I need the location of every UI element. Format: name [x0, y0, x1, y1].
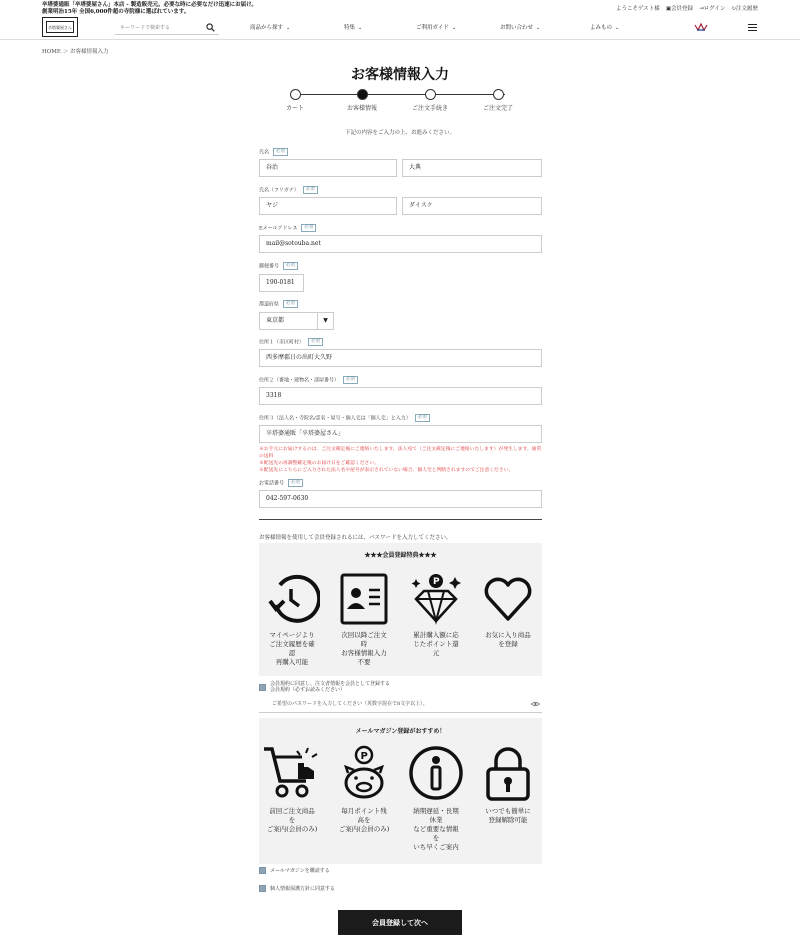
chevron-down-icon: ⌄: [451, 25, 457, 31]
step-complete: [468, 89, 528, 112]
profile-card-icon: [336, 573, 392, 625]
newsletter-notices: [405, 745, 467, 852]
nav-guide-label: ご利用ガイド: [416, 25, 449, 31]
nav-products-label: 商品から探す: [250, 25, 284, 31]
nav-guide[interactable]: [416, 23, 496, 31]
nav-articles[interactable]: [590, 23, 650, 31]
newsletter-line: いち早くご案内: [413, 843, 459, 851]
newsletter-line: を: [288, 816, 296, 824]
logo-text: 卒塔婆屋さん: [46, 21, 74, 33]
brand-tagline: [42, 2, 382, 16]
agree-member-label[interactable]: [270, 681, 390, 693]
pref-label: [259, 300, 298, 308]
register-next-button[interactable]: 会員登録して次へ: [338, 910, 462, 935]
eye-icon[interactable]: [531, 701, 540, 707]
newsletter-line: 前回ご注文商品: [269, 807, 315, 815]
history-icon: [264, 573, 320, 625]
addr3-label-text: 住所３（法人名・寺院名/霊名・屋号・個人宅は「個人宅」と入力）: [259, 415, 411, 422]
benefit-line: ご注文履歴を確: [269, 640, 315, 648]
addr2-input[interactable]: 3318: [259, 387, 542, 405]
privacy-checkbox[interactable]: [259, 885, 266, 892]
benefit-line: お気に入り商品: [485, 631, 531, 639]
required-badge: 必須: [303, 186, 318, 194]
step-dot: [357, 89, 368, 100]
newsletter-text: [261, 807, 323, 834]
search-input[interactable]: [115, 21, 201, 34]
benefit-line: を登録: [498, 640, 518, 648]
step-label: ご注文手続き: [411, 105, 448, 112]
benefit-line: 元: [432, 649, 440, 657]
newsletter-text: [477, 807, 539, 825]
required-badge: 必須: [415, 414, 430, 422]
zip-input[interactable]: 190-0181: [259, 274, 304, 292]
step-customer-info: [332, 89, 392, 112]
svg-text:P: P: [360, 751, 368, 762]
caret-down-icon: ▼: [317, 313, 333, 329]
required-badge: 必須: [301, 224, 316, 232]
agree-member-checkbox[interactable]: [259, 684, 266, 691]
benefit-line: マイページより: [269, 631, 315, 639]
password-input[interactable]: [259, 700, 542, 713]
newsletter-line: ご案内(会員のみ): [338, 825, 390, 833]
main-nav: [250, 23, 650, 31]
subscribe-checkbox[interactable]: [259, 867, 266, 874]
name-label-text: 氏名: [259, 149, 270, 156]
chevron-down-icon: ⌄: [615, 25, 620, 31]
benefit-profile: [333, 573, 395, 667]
benefit-text: [261, 631, 323, 667]
info-icon: [406, 745, 466, 801]
addr3-label: [259, 414, 430, 422]
search-box: [115, 21, 219, 35]
benefit-line: 次回以降ご注文: [341, 631, 387, 639]
benefit-favorites: [477, 573, 539, 649]
member-benefits-box: [259, 543, 542, 676]
password-placeholder: ご希望のパスワードを入力してください（英数字混在で8文字以上）。: [272, 701, 428, 707]
diamond-points-icon: [408, 573, 464, 625]
step-label: ご注文完了: [482, 105, 513, 112]
newsletter-text: [333, 807, 395, 834]
member-benefits-title: ★★★会員登録特典★★★: [364, 552, 437, 559]
step-cart: [265, 89, 325, 112]
kana-label: [259, 186, 318, 194]
nav-products[interactable]: [250, 23, 334, 31]
benefit-line: 時: [360, 640, 368, 648]
benefit-text: [477, 631, 539, 649]
member-terms-link[interactable]: 会員規約（必ずお読みください）: [270, 687, 346, 693]
nav-contact-label: お問い合わせ: [500, 25, 534, 31]
crown-icon[interactable]: [694, 22, 708, 32]
required-badge: 必須: [283, 262, 298, 270]
user-links: [616, 4, 758, 12]
divider: [259, 519, 542, 520]
zip-label-text: 郵便番号: [259, 263, 280, 270]
first-name-input[interactable]: 大典: [402, 159, 542, 177]
last-kana-input[interactable]: ヤジ: [259, 197, 397, 215]
newsletter-text: [405, 807, 467, 852]
breadcrumb[interactable]: HOME ＞ お客様情報入力: [42, 49, 109, 55]
checkout-steps: [285, 89, 515, 113]
padlock-icon: [478, 745, 538, 801]
email-label-text: Eメールアドレス: [259, 225, 298, 232]
pref-select-value: 東京都: [266, 317, 285, 324]
benefit-line: お客様情報入力: [341, 649, 387, 657]
nav-features[interactable]: [344, 23, 404, 31]
order-history-link[interactable]: ↻注文履歴: [731, 6, 758, 12]
step-label: カート: [285, 105, 304, 112]
addr1-label-text: 住所１（市区町村）: [259, 339, 305, 346]
subscribe-label[interactable]: メールマガジンを購読する: [270, 868, 330, 874]
shipping-note-3: ※配送先にこちらにご入力された法人名や屋号が表示されていない場合、個人宅と判断されますのでご注意ください。: [259, 468, 514, 473]
step-label: お客様情報: [346, 105, 377, 112]
svg-text:P: P: [433, 577, 440, 587]
newsletter-line: いつでも簡単に: [485, 807, 531, 815]
order-history-label: 注文履歴: [735, 6, 758, 12]
newsletter-box: [259, 718, 542, 864]
brand-line-1: 卒塔婆通販「卒塔婆屋さん」本店 - 製造販売元。必要な時に必要なだけ迅速にお届け。: [42, 2, 257, 8]
addr2-label: [259, 376, 358, 384]
step-dot: [290, 89, 301, 100]
register-link[interactable]: ▣会員登録: [665, 6, 694, 12]
shipping-note: [259, 446, 544, 474]
greeting: ようこそゲスト様: [616, 6, 660, 12]
kana-label-text: 氏名（フリガナ）: [259, 187, 299, 194]
required-badge: 必須: [283, 300, 298, 308]
agree-member-text: 会員規約に同意し、注文者情報を会員として登録する: [270, 681, 391, 687]
cart-click-icon: [262, 745, 322, 801]
search-icon[interactable]: [206, 23, 215, 32]
brand-line-2: 創業明治15年 全国6,000件超の寺院様に選ばれています。: [42, 9, 190, 15]
benefit-text: [333, 631, 395, 667]
newsletter-line: 登録解除可能: [488, 816, 528, 824]
required-badge: 必須: [308, 338, 323, 346]
addr1-label: [259, 338, 323, 346]
benefit-line: 認: [288, 649, 296, 657]
benefit-history: [261, 573, 323, 667]
newsletter-line: 休業: [429, 816, 443, 824]
benefit-line: 不要: [357, 658, 371, 666]
menu-icon[interactable]: [748, 24, 757, 32]
newsletter-line: 高を: [357, 816, 371, 824]
login-link-label: ログイン: [703, 6, 726, 12]
email-input[interactable]: mail@sotouba.net: [259, 235, 542, 253]
benefit-points: [405, 573, 467, 658]
newsletter-unsubscribe: [477, 745, 539, 825]
step-order: [400, 89, 460, 112]
required-badge: 必須: [343, 376, 358, 384]
benefit-line: 再購入可能: [275, 658, 309, 666]
nav-contact[interactable]: [500, 23, 584, 31]
benefit-text: [405, 631, 467, 658]
site-header: [0, 0, 800, 40]
form-lead: 下記の内容をご入力の上、お進みください。: [344, 130, 455, 136]
step-dot: [493, 89, 504, 100]
nav-features-label: 特集: [344, 25, 356, 31]
pref-label-text: 都道府県: [259, 301, 280, 308]
name-label: [259, 148, 288, 156]
zip-label: [259, 262, 298, 270]
newsletter-line: を: [432, 834, 440, 842]
shipping-note-1: ※お手元にお届けするのは、ご注文確定後にご連絡いたします。法人宛て（ご注文確定後にご連絡いたします）が発生します。通常の送料: [259, 447, 542, 459]
benefit-line: じたポイント還: [413, 640, 459, 648]
chevron-down-icon: ⌄: [536, 25, 541, 31]
newsletter-line: 毎月ポイント残: [341, 807, 387, 815]
addr1-input[interactable]: 西多摩郡日の出町大久野: [259, 349, 542, 367]
required-badge: 必須: [273, 148, 288, 156]
addr3-input[interactable]: 卒塔婆通販「卒塔婆屋さん」: [259, 425, 542, 443]
site-logo[interactable]: [42, 17, 78, 37]
newsletter-title: メールマガジン登録がおすすめ！: [355, 728, 446, 735]
newsletter-line: 納期遅延・長期: [413, 807, 459, 815]
benefit-line: 累計購入額に応: [413, 631, 459, 639]
phone-label: [259, 479, 303, 487]
newsletter-line: ご案内(会員のみ): [266, 825, 318, 833]
first-kana-input[interactable]: ダイスケ: [402, 197, 542, 215]
phone-input[interactable]: 042-597-0630: [259, 490, 542, 508]
member-info: お客様情報を使用して会員登録されるには、パスワードを入力してください。: [259, 535, 452, 541]
newsletter-points: [333, 745, 395, 834]
chevron-down-icon: ⌄: [358, 25, 363, 31]
newsletter-reorder: [261, 745, 323, 834]
privacy-label[interactable]: 個人情報保護方針に同意する: [270, 886, 336, 892]
phone-label-text: お電話番号: [259, 480, 285, 487]
pref-select[interactable]: [259, 312, 334, 330]
piggy-bank-icon: [334, 745, 394, 801]
required-badge: 必須: [288, 479, 303, 487]
last-name-input[interactable]: 谷治: [259, 159, 397, 177]
shipping-note-2: ※配送先の再調整確定後のお届け日をご確認ください。: [259, 461, 379, 466]
register-link-label: 会員登録: [671, 6, 694, 12]
addr2-label-text: 住所２（番地・建物名・部屋番号）: [259, 377, 340, 384]
chevron-down-icon: ⌄: [286, 25, 291, 31]
page-title: お客様情報入力: [351, 67, 449, 83]
newsletter-line: など重要な情報: [413, 825, 459, 833]
email-label: [259, 224, 316, 232]
step-dot: [425, 89, 436, 100]
nav-articles-label: よみもの: [590, 25, 613, 31]
heart-icon: [480, 573, 536, 625]
login-link[interactable]: ⇥ログイン: [699, 6, 726, 12]
